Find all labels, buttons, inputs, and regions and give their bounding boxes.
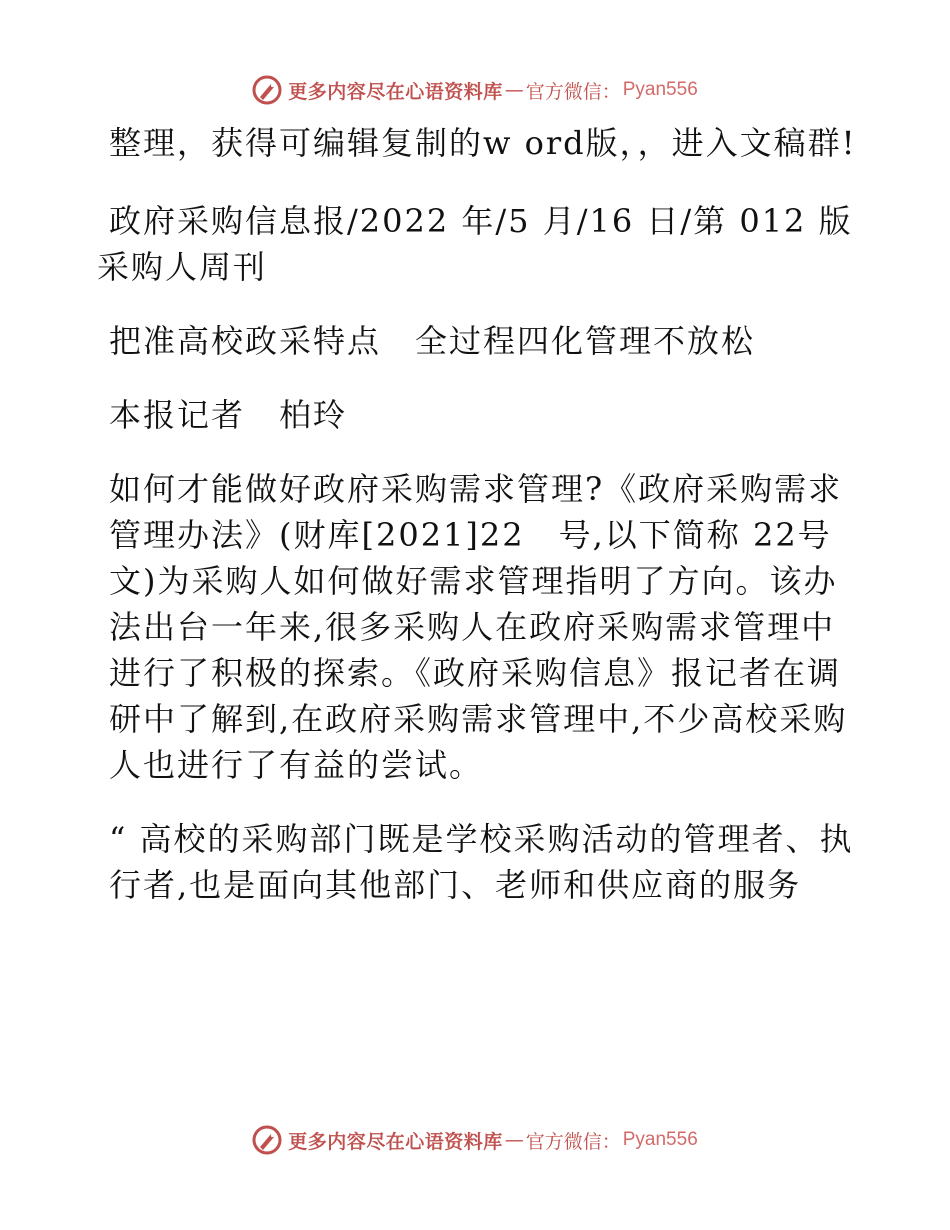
watermark-wechat-label: 官方微信： (525, 80, 621, 103)
source-line: 政府采购信息报/2022 年/5 月/16 日/第 012 版 (109, 202, 853, 240)
watermark-wechat-id: Pyan556 (622, 1129, 698, 1150)
body-paragraph-2: “ 高校的采购部门既是学校采购活动的管理者、执行者,也是面向其他部门、老师和供应商的服务 (109, 820, 854, 904)
footer-watermark (0, 1120, 950, 1160)
watermark-dash: — (504, 79, 524, 101)
source-section: 采购人周刊 (97, 248, 268, 286)
intro-paragraph: 整理，获得可编辑复制的w ord版，，进入文稿群! (109, 124, 857, 162)
header-watermark (0, 70, 950, 110)
body-paragraph-1: 如何才能做好政府采购需求管理?《政府采购需求管理办法》(财库[2021]22 号,以下简称 22号文)为采购人如何做好需求管理指明了方向。该办法出台一年来,很多采购人在政府采购需求管理中进行了积极的探索。《政府采购信息》报记者在调研中了解到,在政府采购需求管理中,不少高校采购人也进行了有益的尝试。 (109, 470, 848, 784)
watermark-wechat-label: 官方微信： (525, 1130, 621, 1153)
article-headline: 把准高校政采特点 全过程四化管理不放松 (109, 322, 756, 360)
watermark-wechat-id: Pyan556 (622, 79, 698, 100)
watermark-site-text: 更多内容尽在心语资料库 (288, 1130, 503, 1153)
document-body (97, 120, 857, 908)
watermark-site-text: 更多内容尽在心语资料库 (288, 80, 503, 103)
watermark-dash: — (504, 1129, 524, 1151)
pen-nib-logo-icon (252, 1125, 282, 1155)
article-byline: 本报记者 柏玲 (109, 396, 348, 434)
pen-nib-logo-icon (252, 75, 282, 105)
